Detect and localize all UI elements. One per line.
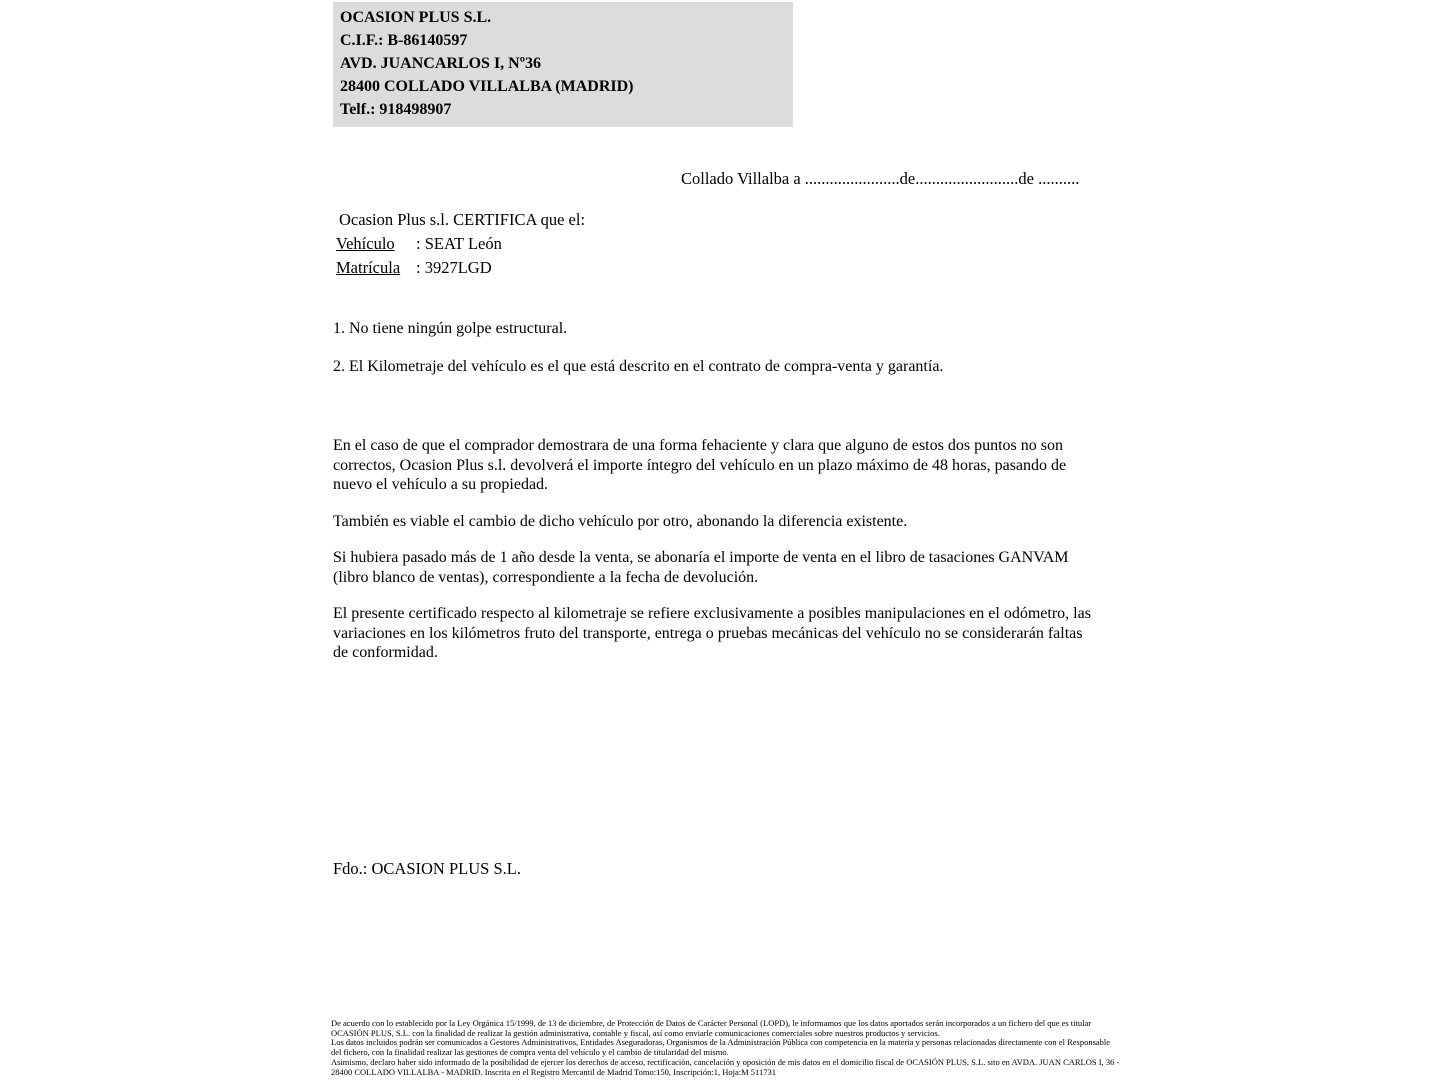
signature-line: Fdo.: OCASION PLUS S.L.: [333, 859, 521, 878]
point-mileage: 2. El Kilometraje del vehículo es el que está descrito en el contrato de compra-venta y garantía.: [333, 358, 944, 375]
plate-row: [336, 256, 585, 280]
paragraph-ganvam-valuation: Si hubiera pasado más de 1 año desde la venta, se abonaría el importe de venta en el libro de tasaciones GANVAM (libro blanco de ventas), correspondiente a la fecha de devolución.: [333, 549, 1069, 586]
certifies-intro: Ocasion Plus s.l. CERTIFICA que el:: [339, 210, 586, 229]
vehicle-value: : SEAT León: [416, 234, 502, 253]
plate-label: Matrícula: [336, 258, 401, 277]
plate-value: : 3927LGD: [416, 258, 492, 277]
legal-footer: [331, 1019, 1121, 1077]
paragraph-odometer-disclaimer: El presente certificado respecto al kilometraje se refiere exclusivamente a posibles manipulaciones en el odómetro, las variaciones en los kilómetros fruto del transporte, entrega o pruebas mecánicas del vehículo no se considerarán faltas de conformidad.: [333, 605, 1091, 661]
paragraph-vehicle-exchange: También es viable el cambio de dicho vehículo por otro, abonando la diferencia existente.: [333, 512, 908, 530]
paragraph-refund-guarantee: En el caso de que el comprador demostrara de una forma fehaciente y clara que alguno de estos dos puntos no son correctos, Ocasion Plus s.l. devolverá el importe íntegro del vehículo en un plazo máximo de 48 horas, pasando de nuevo el vehículo a su propiedad.: [333, 437, 1067, 493]
company-city: 28400 COLLADO VILLALBA (MADRID): [340, 78, 634, 95]
company-cif: C.I.F.: B-86140597: [340, 32, 468, 49]
point-structural-damage: 1. No tiene ningún golpe estructural.: [333, 320, 568, 337]
footer-rights-registry-paragraph: Asimismo, declaro haber sido informado de la posibilidad de ejercer los derechos de acceso, rectificación, cancelación y oposición de mis datos en el domicilio fiscal de OCASIÓN PLUS, S.L. sito en AVDA. JUAN CARLOS I, 36 - 28400 COLLADO VILLALBA - MADRID. Inscrita en el Registro Mercantil de Madrid Tomo:150, Inscripción:1, Hoja:M 511731: [331, 1056, 1120, 1077]
body-paragraphs: [333, 436, 1099, 680]
company-header-box: [333, 2, 793, 127]
vehicle-label: Vehículo: [336, 234, 395, 253]
footer-lopd-paragraph: De acuerdo con lo establecido por la Ley Orgánica 15/1999, de 13 de diciembre, de Protección de Datos de Carácter Personal (LOPD), le informamos que los datos aportados serán incorporados a un fichero del que es titular OCASIÓN PLUS, S.L. con la finalidad de realizar la gestión administrativa, contable y fiscal, así como enviarle comunicaciones comerciales sobre nuestros productos y servicios.: [331, 1018, 1092, 1038]
company-phone: Telf.: 918498907: [340, 101, 452, 118]
date-line: Collado Villalba a .......................de.........................de ..........: [681, 169, 1080, 188]
company-address: AVD. JUANCARLOS I, Nº36: [340, 55, 542, 72]
points-block: [333, 319, 1103, 395]
certification-block: [336, 208, 585, 280]
vehicle-row: [336, 232, 585, 256]
company-name: OCASION PLUS S.L.: [340, 9, 492, 26]
footer-data-sharing-paragraph: Los datos incluidos podrán ser comunicados a Gestores Administrativos, Entidades Aseguradoras, Organismos de la Administración Pública con competencia en la materia y personas relacionadas directamente con el Responsable del fichero, con la finalidad realizar las gestiones de compra venta del vehículo y el cambio de titularidad del mismo.: [331, 1037, 1111, 1058]
